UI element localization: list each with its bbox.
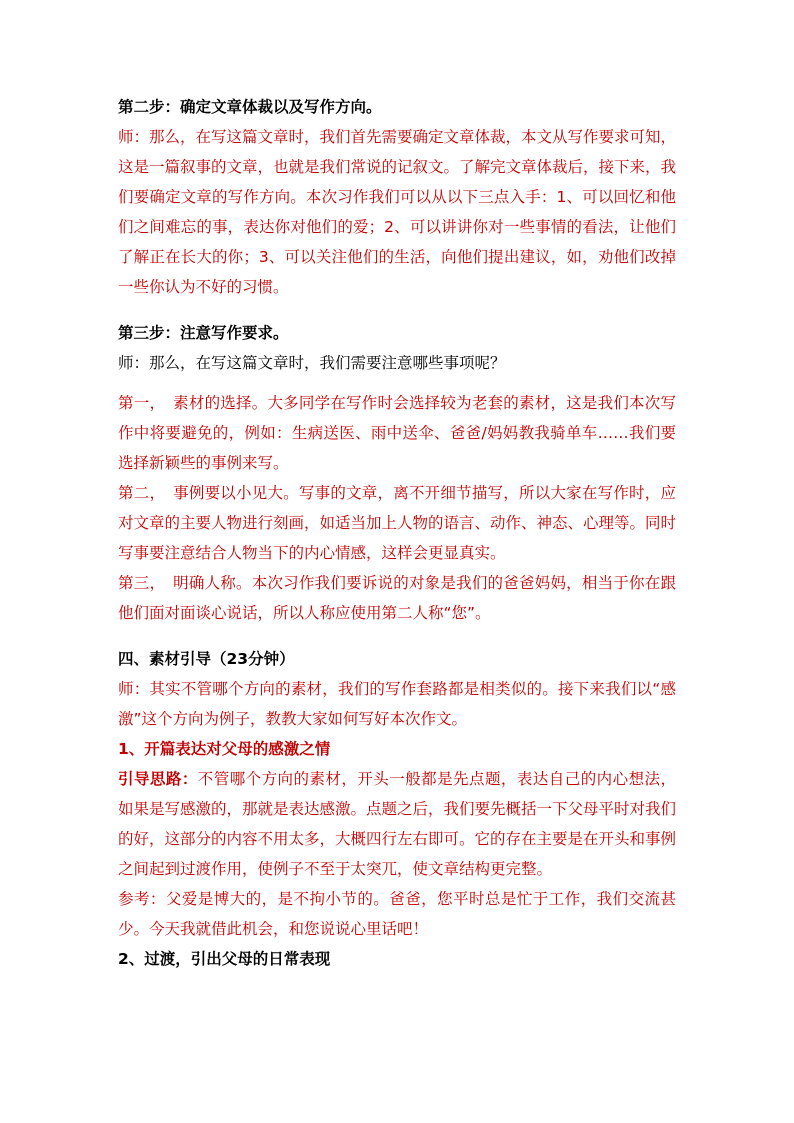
reference-label: 参考：	[118, 890, 166, 908]
section4-heading: 四、素材引导（23分钟）	[118, 650, 295, 668]
reference-text: 父爱是博大的，是不拘小节的。爸爸，您平时总是忙于工作，我们交流甚少。今天我就借此机会，和您说说心里话吧！	[118, 890, 676, 938]
subsection1-title: 1、开篇表达对父母的感激之情	[118, 740, 331, 758]
step3-item-1: 第一， 素材的选择。大多同学在写作时会选择较为老套的素材，这是我们本次写作中将要避免的，例如：生病送医、雨中送伞、爸爸/妈妈教我骑单车……我们要选择新颖些的事例来写。	[118, 394, 676, 472]
step3-question: 师：那么，在写这篇文章时，我们需要注意哪些事项呢？	[118, 354, 506, 372]
step2-paragraph: 师：那么，在写这篇文章时，我们首先需要确定文章体裁，本文从写作要求可知，这是一篇叙事的文章，也就是我们常说的记叙文。了解完文章体裁后，接下来，我们要确定文章的写作方向。本次习作我们可以从以下三点入手：1、可以回忆和他们之间难忘的事，表达你对他们的爱；2、可以讲讲你对一些事情的看法，让他们了解正在长大的你；3、可以关注他们的生活，向他们提出建议，如，劝他们改掉一些你认为不好的习惯。	[118, 128, 677, 296]
guide-label: 引导思路：	[118, 770, 198, 788]
guide-text: 不管哪个方向的素材，开头一般都是先点题，表达自己的内心想法，如果是写感激的，那就是表达感激。点题之后，我们要先概括一下父母平时对我们的好，这部分的内容不用太多，大概四行左右即可。它的存在主要是在开头和事例之间起到过渡作用，使例子不至于太突兀，使文章结构更完整。	[118, 770, 677, 878]
subsection2-title: 2、过渡，引出父母的日常表现	[118, 950, 331, 968]
step3-heading: 第三步：注意写作要求。	[118, 324, 289, 342]
section4-intro: 师：其实不管哪个方向的素材，我们的写作套路都是相类似的。接下来我们以“感激”这个方向为例子，教教大家如何写好本次作文。	[118, 680, 676, 728]
step3-item-2: 第二， 事例要以小见大。写事的文章，离不开细节描写，所以大家在写作时，应对文章的主要人物进行刻画，如适当加上人物的语言、动作、神态、心理等。同时写事要注意结合人物当下的内心情感，这样会更显真实。	[118, 484, 677, 562]
step2-heading: 第二步：确定文章体裁以及写作方向。	[118, 98, 382, 116]
reference-paragraph	[118, 884, 676, 944]
guide-paragraph	[118, 764, 676, 884]
step3-item-3: 第三， 明确人称。本次习作我们要诉说的对象是我们的爸爸妈妈，相当于你在跟他们面对面谈心说话，所以人称应使用第二人称“您”。	[118, 574, 676, 622]
